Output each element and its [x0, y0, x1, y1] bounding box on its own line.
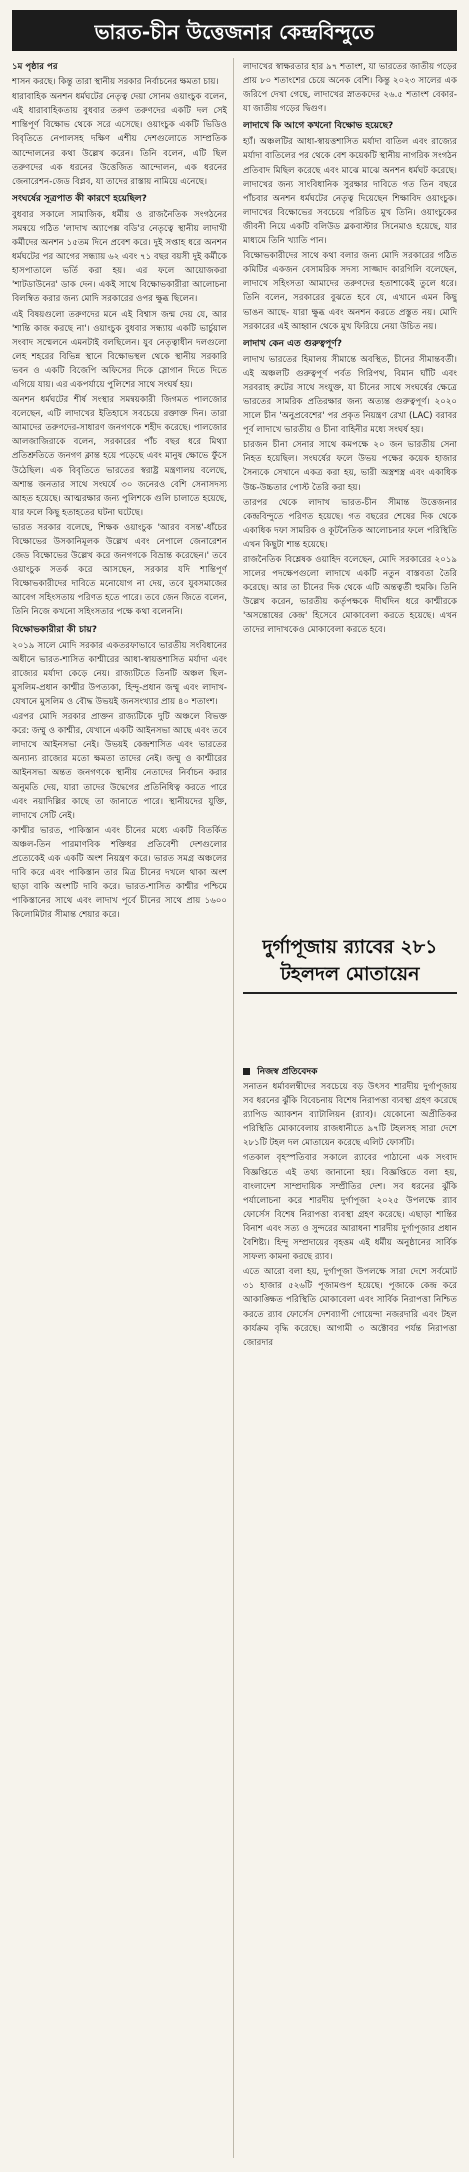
paragraph: কাশ্মীর ভারত, পাকিস্তান এবং চীনের মধ্যে একটি বিতর্কিত অঞ্চল-তিন পারমাণবিক শক্তিধর প্রতিবেশী দেশগুলোর প্রত্যেকেই এক একটি অংশ নিয়ন্ত্রণ করে। ভারত সমগ্র অঞ্চলের দাবি করে এবং পাকিস্তান তার মিত্র চীনের দখলে থাকা অংশ ছাড়া বাকি অংশটি দাবি করে। ভারত-শাসিত কাশ্মীর পশ্চিমে পাকিস্তানের সাথে এবং লাদাখ পূর্বে চীনের সাথে প্রায় ১৬০০ কিলোমিটার সীমান্ত শেয়ার করে। [12, 825, 227, 921]
paragraph: লাদাখ ভারতের হিমালয় সীমান্তে অবস্থিত, চীনের সীমান্তবর্তী। এই অঞ্চলটি গুরুত্বপূর্ণ পর্বত গিরিপথ, বিমান ঘাঁটি এবং সরবরাহ রুটের সাথে সংযুক্ত, যা চীনের সাথে সংঘর্ষের ক্ষেত্রে ভারতের সামরিক প্রতিরক্ষার জন্য অত্যন্ত গুরুত্বপূর্ণ। ২০২০ সালে চীন 'অনুপ্রবেশের' পর প্রকৃত নিয়ন্ত্রণ রেখা (LAC) বরাবর পূর্ব লাদাখে ভারতীয় ও চীনা বাহিনীর মধ্যে সংঘর্ষ হয়। [243, 354, 457, 436]
story2-body [243, 1080, 457, 2160]
paragraph: ভারত সরকার বলেছে, শিক্ষক ওয়াংচুক 'আরব বসন্ত'-ধাঁচের বিক্ষোভের উসকানিমূলক উল্লেখ এবং নেপালে জেনারেশন জেড বিক্ষোভের উল্লেখ করে জনগণকে বিভ্রান্ত করেছেন।' তবে ওয়াংচুক সতর্ক করে আসছেন, সরকার যদি শান্তিপূর্ণ বিক্ষোভকারীদের দাবিতে মনোযোগ না দেয়, তবে যুবসমাজের আবেগ সহিংসতায় পরিণত হতে পারে। তবে জেন জিতে বলেন, তিনি নিজে কখনো সহিংসতার পক্ষে কথা বলেননি। [12, 522, 227, 618]
continuation-label: ১ম পৃষ্ঠার পর [12, 62, 58, 72]
section-heading: বিক্ষোভকারীরা কী চায়? [12, 624, 97, 635]
byline [243, 1064, 457, 1079]
paragraph: লাদাখের স্বাক্ষরতার হার ৯৭ শতাংশ, যা ভারতের জাতীয় গড়ের প্রায় ৮০ শতাংশের চেয়ে অনেক বেশি। কিন্তু ২০২৩ সালের এক জরিপে দেখা গেছে, লাদাখের স্নাতকদের ২৬.৫ শতাংশ বেকার-যা জাতীয় গড়ের দ্বিগুণ। [243, 62, 457, 115]
story2-headline-box [243, 934, 457, 1054]
section-heading: সংঘর্ষের সূত্রপাত কী কারণে হয়েছিল? [12, 193, 147, 204]
paragraph: রাজনৈতিক বিশ্লেষক ওয়াহিদ বলেছেন, মোদি সরকারের ২০১৯ সালের পদক্ষেপগুলো লাদাখে একটি নতুন বাস্তবতা তৈরি করেছে। আর তা চীনের দিক থেকে এটি অন্তত্বর্তী হুমকি। তিনি উল্লেখ করেন, ভারতীয় কর্তৃপক্ষকে দীর্ঘদিন ধরে কাশ্মীরকে 'অসন্তোষের কেন্দ্র' হিসেবে মোকাবেলা করতে হয়েছে। এখন তাদের লাদাখকেও মোকাবেলা করতে হবে। [243, 555, 457, 636]
paragraph: তারপর থেকে লাদাখ ভারত-চীন সীমান্ত উত্তেজনার কেন্দ্রবিন্দুতে পরিণত হয়েছে। গত বছরের শেষের দিক থেকে একাধিক দফা সামরিক ও কূটনৈতিক আলোচনার ফলে পরিস্থিতি এখন কিছুটা শান্ত হয়েছে। [243, 497, 457, 550]
paragraph: গতকাল বৃহস্পতিবার সকালে র‍্যাবের পাঠানো এক সংবাদ বিজ্ঞপ্তিতে এই তথ্য জানানো হয়। বিজ্ঞপ্তিতে বলা হয়, বাংলাদেশ সাম্প্রদায়িক সম্প্রীতির দেশ। সব ধরনের ঝুঁকি পর্যালোচনা করে শারদীয় দুর্গাপূজা ২০২৫ উপলক্ষে র‍্যাব ফোর্সেস বিশেষ নিরাপত্তা ব্যবস্থা গ্রহণ করেছে। এছাড়া শান্তির বিনাশ এবং সত্য ও সুন্দরের আরাধনা শারদীয় দুর্গাপূজার প্রধান বৈশিষ্ট্য। হিন্দু সম্প্রদায়ের বৃহত্তম এই ধর্মীয় অনুষ্ঠানের সার্বিক সাফল্য কামনা করছে র‍্যাব। [243, 1153, 457, 1263]
paragraph: শাসন করছে। কিন্তু তারা স্থানীয় সরকার নির্বাচনের ক্ষমতা চায়। [12, 77, 219, 88]
headline-bar [12, 10, 457, 51]
paragraph: বিক্ষোভকারীদের সাথে কথা বলার জন্য মোদি সরকারের গঠিত কমিটির একজন বেসামরিক সদস্য সাজ্জাদ কারগিলি বলেছেন, লাদাখে সহিংসতা আমাদের তরুণদের হতাশাকেই তুলে ধরে। তিনি বলেন, সরকারের বুঝতে হবে যে, এখানে এমন কিছু ভাঙন আছে- যারা ক্ষুব্ধ এবং অনশন করতে প্রস্তুত নয়। মোদি সরকারের এই আহ্বান থেকে মুখ ফিরিয়ে নেয়া উচিত নয়। [243, 251, 457, 332]
paragraph: ধারাবাহিক অনশন ধর্মঘটের নেতৃত্ব দেয়া সোনম ওয়াংচুক বলেন, এই ধারাবাহিকতায় বুধবার তরুণ তরুণদের একটি দল সেই শান্তিপূর্ণ বিক্ষোভ থেকে সরে এসেছে। ওয়াংচুক একটি ভিডিও বিবৃতিতে নেপালসহ দক্ষিণ এশীয় দেশগুলোতে সাম্প্রতিক আন্দোলনের কথা উল্লেখ করেন। তিনি বলেন, এটি ছিল তরুণদের এক ধরনের উত্তেজিত আন্দোলন, এক ধরনের জেনারেশন-জেড বিপ্লব, যা তাদের রাস্তায় নামিয়ে এনেছে। [12, 92, 227, 187]
byline-text: নিজস্ব প্রতিবেদক [257, 1067, 318, 1077]
paragraph: চারজন চীনা সেনার সাথে কমপক্ষে ২০ জন ভারতীয় সেনা নিহত হয়েছিল। সংঘর্ষের ফলে উভয় পক্ষের কয়েক হাজার সৈন্যকে সেখানে একত্র করা হয়, ভারী অস্ত্রশস্ত্র এবং একাধিক উচ্চ-উচ্চতার পোস্ট তৈরি করা হয়। [243, 440, 457, 493]
headline-rule [243, 992, 457, 994]
paragraph: হ্যাঁ। অঞ্চলটির আধা-স্বায়ত্তশাসিত মর্যাদা বাতিল এবং রাজ্যের মর্যাদা বাতিলের পর থেকে বেশ কয়েকটি স্থানীয় নাগরিক সংগঠন প্রতিবাদ মিছিল করেছে এবং মাঝে মাঝে অনশন ধর্মঘট করেছে। লাদাখের জন্য সাংবিধানিক সুরক্ষার দাবিতে গত তিন বছরে পাঁচবার অনশন ধর্মঘটের নেতৃত্ব দিয়েছেন শিক্ষাবিদ ওয়াংচুক। লাদাখের বিক্ষোভের সবচেয়ে পরিচিত মুখ তিনি। ওয়াংচুকের জীবনী নিয়ে একটি বলিউড ব্লকবাস্টার সিনেমাও হয়েছে, যার মাধ্যমে তিনি খ্যাতি পান। [243, 137, 457, 247]
story2-headline: দুর্গাপূজায় র‍্যাবের ২৮১ টহলদল মোতায়েন [262, 936, 438, 985]
paragraph: বুধবার সকালে সামাজিক, ধর্মীয় ও রাজনৈতিক সংগঠনের সমন্বয়ে গঠিত 'লাদাখ অ্যাপেক্স বডি'র নেতৃত্বে স্থানীয় লাদাখী কর্মীদের অনশন ১৫তম দিনে প্রবেশ করে। দুই সপ্তাহ ধরে অনশন ধর্মঘটের পর আগের সন্ধ্যায় ৬২ এবং ৭১ বছর বয়সী দুই কর্মীকে হাসপাতালে ভর্তি করা হয়। এর ফলে আয়োজকরা 'শাটডাউনের' ডাক দেন। একই সাথে বিক্ষোভকারীরা আলোচনা বিলম্বিত করার জন্য মোদি সরকারের ওপর ক্ষুব্ধ ছিলেন। [12, 209, 227, 305]
square-bullet-icon [243, 1068, 250, 1075]
right-column [243, 60, 457, 920]
paragraph: এরপর মোদি সরকার প্রাক্তন রাজ্যটিকে দুটি অঞ্চলে বিভক্ত করে: জম্মু ও কাশ্মীর, যেখানে একটি আইনসভা আছে এবং তবে লাদাখে আইনসভা নেই। উভয়ই কেন্দ্রশাসিত এবং ভারতের অন্যান্য রাজ্যের মতো ক্ষমতা তাদের নেই। জম্মু ও কাশ্মীরের আইনসভা অন্তত জনগণকে স্থানীয় নেতাদের নির্বাচন করার অনুমতি দেয়, যারা তাদের উদ্বেগের প্রতিনিধিত্ব করতে পারে এবং নয়াদিল্লির কাছে তা জানাতে পারে। স্থানীয়দের যুক্তি, লাদাখে সেটি নেই। [12, 712, 227, 821]
main-headline: ভারত-চীন উত্তেজনার কেন্দ্রবিন্দুতে [94, 20, 375, 44]
paragraph: অনশন ধর্মঘটের শীর্ষ সংস্থার সমন্বয়কারী জিগমত পালজোর বলেছেন, এটি লাদাখের ইতিহাসে সবচেয়ে রক্তাক্ত দিন। তারা আমাদের তরুণদের-সাধারণ জনগণকে শহীদ করেছে। পালজোর আলজাজিরাকে বলেন, সরকারের পাঁচ বছর ধরে মিথ্যা প্রতিশ্রুতিতে জনগণ ক্লান্ত হয়ে পড়েছে এবং মানুষ ক্ষোভে ফুঁসে উঠেছিল। এক বিবৃতিতে ভারতের স্বরাষ্ট্র মন্ত্রণালয় বলেছে, অশান্ত জনতার সাথে সংঘর্ষে ৩০ জনেরও বেশি সেনাসদস্য আহত হয়েছে। আত্মরক্ষার জন্য পুলিশকে গুলি চালাতে হয়েছে, যার ফলে কিছু হতাহতের ঘটনা ঘটেছে। [12, 395, 227, 518]
paragraph: এই বিষয়গুলো তরুণদের মনে এই বিশ্বাস জন্ম দেয় যে, আর 'শান্তি কাজ করছে না'। ওয়াংচুক বুধবার সন্ধ্যায় একটি ভার্চুয়াল সংবাদ সম্মেলনে এমনটাই বলছিলেন। যুব নেতৃত্বাধীন দলগুলো লেহ শহরের বিভিন্ন স্থানে বিক্ষোভস্থল থেকে স্থানীয় সরকারি ভবন ও একটি বিজেপি অফিসের দিকে স্লোগান দিতে দিতে এগিয়ে যায়। এর একপর্যায়ে পুলিশের সাথে সংঘর্ষ হয়। [12, 309, 227, 390]
left-column [12, 60, 227, 2160]
paragraph: এতে আরো বলা হয়, দুর্গাপূজা উপলক্ষে সারা দেশে সর্বমোট ৩১ হাজার ৫২৬টি পূজামণ্ডপ হয়েছে। পূজাকে কেন্দ্র করে আকাঙ্ক্ষিত পরিস্থিতি মোকাবেলা এবং সার্বিক নিরাপত্তা নিশ্চিত করতে র‍্যাব ফোর্সেস দেশব্যাপী গোয়েন্দা নজরদারি এবং টহল কার্যক্রম বৃদ্ধি করেছে। আগামী ৩ অক্টোবর পর্যন্ত নিরাপত্তা জোরদার [243, 1267, 457, 1348]
paragraph: ২০১৯ সালে মোদি সরকার একতরফাভাবে ভারতীয় সংবিধানের অধীনে ভারত-শাসিত কাশ্মীরের আধা-স্বায়ত্তশাসিত মর্যাদা এবং রাজ্যের মর্যাদা কেড়ে নেয়। রাজ্যটিতে তিনটি অঞ্চল ছিল- মুসলিম-প্রধান কাশ্মীর উপত্যকা, হিন্দু-প্রধান জম্মু এবং লাদাখ-যেখানে মুসলিম ও বৌদ্ধ উভয়ই জনসংখ্যার প্রায় ৪০ শতাংশ। [12, 640, 227, 707]
section-heading: লাদাখ কেন এত গুরুত্বপূর্ণ? [243, 338, 342, 349]
paragraph: সনাতন ধর্মাবলম্বীদের সবচেয়ে বড় উৎসব শারদীয় দুর্গাপূজায় সব ধরনের ঝুঁকি বিবেচনায় বিশেষ নিরাপত্তা ব্যবস্থা গ্রহণ করেছে র‍্যাপিড অ্যাকশন ব্যাটালিয়ন (র‍্যাব)। যেকোনো অপ্রীতিকর পরিস্থিতি মোকাবেলায় রাজধানীতে ৯৭টি টহলসহ সারা দেশে ২৮১টি টহল দল মোতায়েন করেছে এলিট ফোর্সটি। [243, 1082, 457, 1149]
column-divider [233, 58, 234, 2158]
section-heading: লাদাখে কি আগে কখনো বিক্ষোভ হয়েছে? [243, 121, 394, 132]
